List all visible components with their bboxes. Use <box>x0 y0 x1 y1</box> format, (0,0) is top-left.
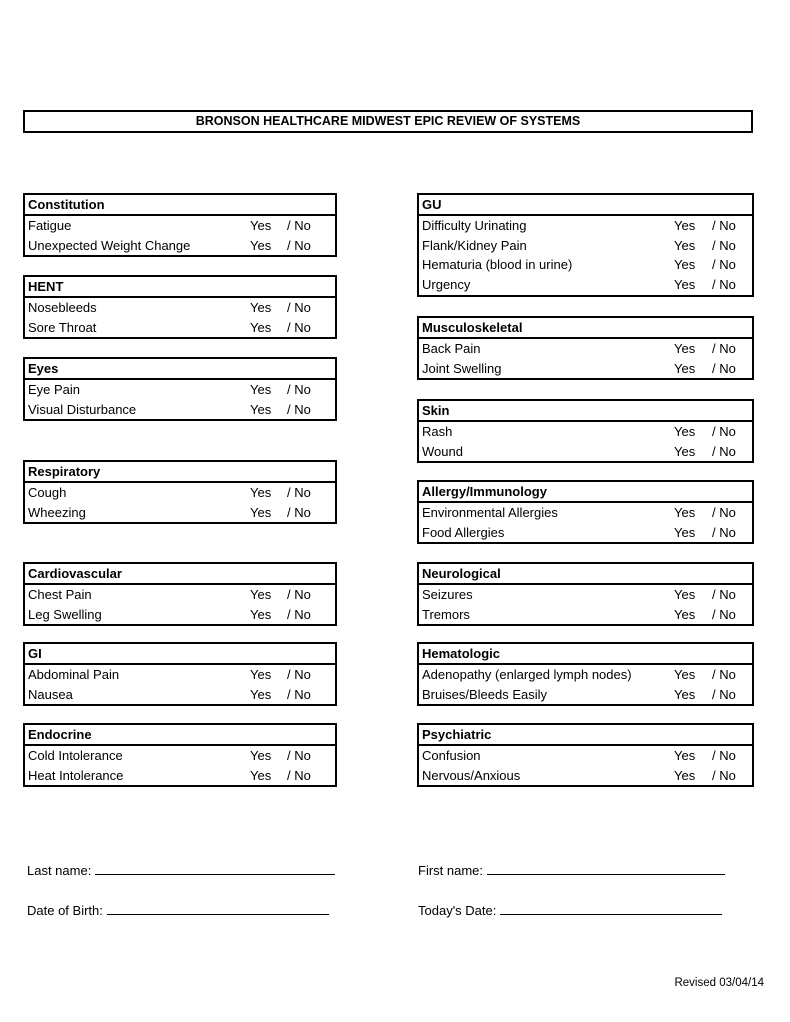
no-option[interactable]: / No <box>287 686 311 702</box>
symptom-row <box>25 766 335 786</box>
section-psychiatric <box>417 723 754 787</box>
symptom-row <box>25 685 335 705</box>
symptom-row <box>419 766 752 786</box>
symptom-row <box>25 605 335 625</box>
symptom-row <box>25 503 335 523</box>
symptom-label: Cough <box>28 485 67 500</box>
symptom-label: Seizures <box>422 587 473 602</box>
no-option[interactable]: / No <box>287 485 311 500</box>
yes-option[interactable]: Yes <box>250 606 272 622</box>
symptom-label: Confusion <box>422 748 481 763</box>
symptom-row <box>419 442 752 462</box>
yes-option[interactable]: Yes <box>250 748 272 763</box>
no-option[interactable]: / No <box>712 587 736 602</box>
section-hent <box>23 275 337 339</box>
yes-option[interactable]: Yes <box>250 401 272 417</box>
symptom-label: Visual Disturbance <box>28 401 137 417</box>
yes-option[interactable]: Yes <box>674 277 696 293</box>
no-option[interactable]: / No <box>712 360 736 376</box>
section-header: HENT <box>25 277 335 298</box>
yes-option[interactable]: Yes <box>674 686 696 702</box>
todays-date-line[interactable] <box>500 902 722 915</box>
section-header: Respiratory <box>25 462 335 483</box>
first-name-label: First name: <box>418 863 484 878</box>
symptom-label: Food Allergies <box>422 524 505 540</box>
no-option[interactable]: / No <box>287 237 311 253</box>
no-option[interactable]: / No <box>712 767 736 783</box>
section-eyes <box>23 357 337 421</box>
section-header: Neurological <box>419 564 752 585</box>
symptom-row <box>419 685 752 705</box>
yes-option[interactable]: Yes <box>250 218 272 233</box>
no-option[interactable]: / No <box>712 341 736 356</box>
symptom-row <box>419 359 752 379</box>
symptom-row <box>25 665 335 685</box>
no-option[interactable]: / No <box>287 667 311 682</box>
section-header: Allergy/Immunology <box>419 482 752 503</box>
symptom-row <box>419 665 752 685</box>
symptom-label: Unexpected Weight Change <box>28 237 191 253</box>
last-name-field[interactable] <box>27 862 335 878</box>
section-endocrine <box>23 723 337 787</box>
todays-date-field[interactable] <box>418 902 722 918</box>
section-header: Musculoskeletal <box>419 318 752 339</box>
no-option[interactable]: / No <box>712 667 736 682</box>
first-name-field[interactable] <box>418 862 725 878</box>
no-option[interactable]: / No <box>287 748 311 763</box>
yes-option[interactable]: Yes <box>250 667 272 682</box>
dob-line[interactable] <box>107 902 329 915</box>
symptom-label: Urgency <box>422 277 471 293</box>
no-option[interactable]: / No <box>287 587 311 602</box>
todays-date-label: Today's Date: <box>418 903 497 918</box>
symptom-row <box>419 523 752 543</box>
yes-option[interactable]: Yes <box>674 748 696 763</box>
yes-option[interactable]: Yes <box>674 524 696 540</box>
no-option[interactable]: / No <box>287 504 311 520</box>
section-header: GU <box>419 195 752 216</box>
no-option[interactable]: / No <box>712 257 736 273</box>
symptom-row <box>25 746 335 766</box>
no-option[interactable]: / No <box>712 443 736 459</box>
dob-field[interactable] <box>27 902 329 918</box>
yes-option[interactable]: Yes <box>674 341 696 356</box>
symptom-label: Joint Swelling <box>422 360 502 376</box>
yes-option[interactable]: Yes <box>674 667 696 682</box>
symptom-label: Chest Pain <box>28 587 92 602</box>
symptom-row <box>419 605 752 625</box>
symptom-label: Abdominal Pain <box>28 667 120 682</box>
section-constitution <box>23 193 337 257</box>
no-option[interactable]: / No <box>287 401 311 417</box>
yes-option[interactable]: Yes <box>674 218 696 233</box>
symptom-label: Eye Pain <box>28 382 81 397</box>
symptom-label: Adenopathy (enlarged lymph nodes) <box>422 667 632 682</box>
no-option[interactable]: / No <box>712 686 736 702</box>
symptom-row <box>419 216 752 236</box>
symptom-label: Environmental Allergies <box>422 505 558 520</box>
symptom-label: Leg Swelling <box>28 606 102 622</box>
symptom-label: Fatigue <box>28 218 72 233</box>
section-cardiovascular <box>23 562 337 626</box>
section-respiratory <box>23 460 337 524</box>
no-option[interactable]: / No <box>287 767 311 783</box>
section-header: Psychiatric <box>419 725 752 746</box>
symptom-label: Wound <box>422 443 463 459</box>
yes-option[interactable]: Yes <box>250 504 272 520</box>
no-option[interactable]: / No <box>712 424 736 439</box>
no-option[interactable]: / No <box>712 505 736 520</box>
yes-option[interactable]: Yes <box>674 257 696 273</box>
section-header: Cardiovascular <box>25 564 335 585</box>
symptom-row <box>419 339 752 359</box>
section-gu <box>417 193 754 297</box>
no-option[interactable]: / No <box>712 748 736 763</box>
symptom-label: Nervous/Anxious <box>422 767 521 783</box>
yes-option[interactable]: Yes <box>250 237 272 253</box>
yes-option[interactable]: Yes <box>674 424 696 439</box>
symptom-row <box>25 585 335 605</box>
symptom-row <box>419 275 752 295</box>
section-header: Endocrine <box>25 725 335 746</box>
symptom-row <box>25 483 335 503</box>
symptom-label: Nosebleeds <box>28 300 97 315</box>
symptom-label: Back Pain <box>422 341 481 356</box>
symptom-row <box>25 216 335 236</box>
symptom-row <box>419 503 752 523</box>
symptom-row <box>25 236 335 256</box>
symptom-row <box>419 585 752 605</box>
symptom-label: Bruises/Bleeds Easily <box>422 686 547 702</box>
symptom-label: Sore Throat <box>28 319 97 335</box>
symptom-row <box>419 422 752 442</box>
symptom-label: Hematuria (blood in urine) <box>422 257 573 273</box>
page-title: BRONSON HEALTHCARE MIDWEST EPIC REVIEW OF SYSTEMS <box>23 110 753 133</box>
yes-option[interactable]: Yes <box>674 505 696 520</box>
section-header: Hematologic <box>419 644 752 665</box>
section-musculoskeletal <box>417 316 754 380</box>
symptom-row <box>419 236 752 256</box>
no-option[interactable]: / No <box>712 606 736 622</box>
no-option[interactable]: / No <box>287 382 311 397</box>
last-name-label: Last name: <box>27 863 92 878</box>
yes-option[interactable]: Yes <box>250 319 272 335</box>
symptom-row <box>25 400 335 420</box>
yes-option[interactable]: Yes <box>250 587 272 602</box>
no-option[interactable]: / No <box>287 300 311 315</box>
yes-option[interactable]: Yes <box>674 767 696 783</box>
symptom-label: Heat Intolerance <box>28 767 124 783</box>
symptom-row <box>25 318 335 338</box>
section-gi <box>23 642 337 706</box>
section-allergy-immunology <box>417 480 754 544</box>
section-neurological <box>417 562 754 626</box>
symptom-row <box>419 746 752 766</box>
symptom-label: Difficulty Urinating <box>422 218 527 233</box>
symptom-label: Tremors <box>422 606 470 622</box>
symptom-row <box>25 298 335 318</box>
dob-label: Date of Birth: <box>27 903 103 918</box>
no-option[interactable]: / No <box>287 606 311 622</box>
section-header: GI <box>25 644 335 665</box>
yes-option[interactable]: Yes <box>250 300 272 315</box>
no-option[interactable]: / No <box>287 319 311 335</box>
yes-option[interactable]: Yes <box>250 485 272 500</box>
symptom-label: Cold Intolerance <box>28 748 123 763</box>
revised-date: Revised 03/04/14 <box>674 977 764 989</box>
no-option[interactable]: / No <box>712 218 736 233</box>
symptom-row <box>419 255 752 275</box>
last-name-line[interactable] <box>95 862 335 875</box>
yes-option[interactable]: Yes <box>674 237 696 253</box>
symptom-label: Rash <box>422 424 453 439</box>
yes-option[interactable]: Yes <box>674 587 696 602</box>
symptom-row <box>25 380 335 400</box>
symptom-label: Wheezing <box>28 504 86 520</box>
first-name-line[interactable] <box>487 862 725 875</box>
no-option[interactable]: / No <box>712 277 736 293</box>
section-hematologic <box>417 642 754 706</box>
symptom-label: Nausea <box>28 686 73 702</box>
no-option[interactable]: / No <box>712 524 736 540</box>
yes-option[interactable]: Yes <box>250 686 272 702</box>
section-skin <box>417 399 754 463</box>
yes-option[interactable]: Yes <box>674 360 696 376</box>
no-option[interactable]: / No <box>712 237 736 253</box>
no-option[interactable]: / No <box>287 218 311 233</box>
symptom-label: Flank/Kidney Pain <box>422 237 527 253</box>
section-header: Constitution <box>25 195 335 216</box>
yes-option[interactable]: Yes <box>250 382 272 397</box>
section-header: Eyes <box>25 359 335 380</box>
section-header: Skin <box>419 401 752 422</box>
yes-option[interactable]: Yes <box>250 767 272 783</box>
yes-option[interactable]: Yes <box>674 606 696 622</box>
yes-option[interactable]: Yes <box>674 443 696 459</box>
